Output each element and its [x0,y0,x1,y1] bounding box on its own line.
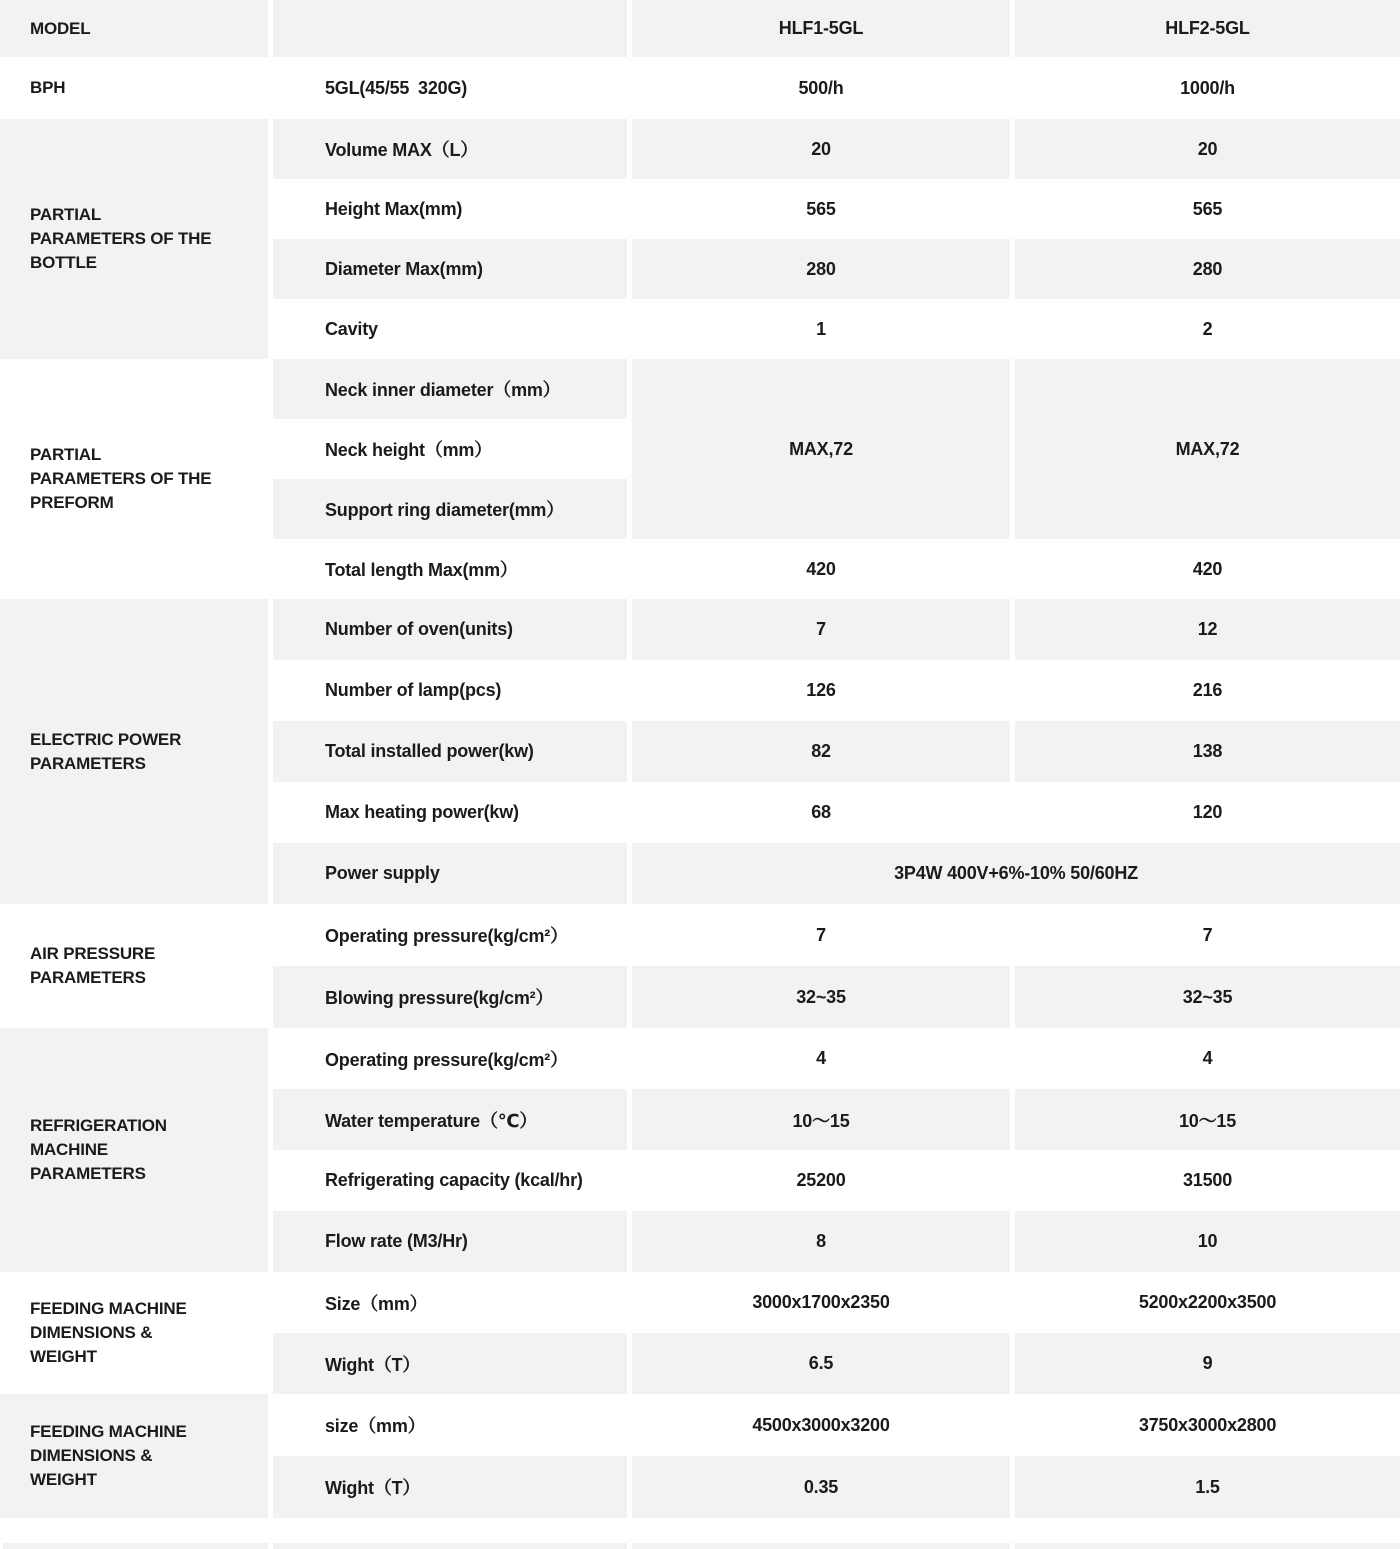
value-cell-hlf1: 8 [632,1211,1010,1272]
param-label-cell: Wight（T） [273,1456,627,1518]
next-row-sliver [3,1543,268,1549]
next-row-sliver [273,1543,627,1549]
param-label-cell: Support ring diameter(mm） [273,479,627,539]
power-supply-value-cell: 3P4W 400V+6%-10% 50/60HZ [632,843,1400,904]
section-title-cell: AIR PRESSURE PARAMETERS [0,904,268,1028]
param-label-cell: Operating pressure(kg/cm²） [273,1028,627,1089]
value-cell-hlf1: 25200 [632,1150,1010,1211]
value-cell-hlf1: 420 [632,539,1010,599]
value-cell-hlf2: 9 [1015,1333,1400,1394]
param-label-cell: Volume MAX（L） [273,119,627,179]
param-label-cell: Flow rate (M3/Hr) [273,1211,627,1272]
merged-value-cell-hlf1: MAX,72 [632,359,1010,539]
section-feeding-2 [0,1394,1400,1518]
param-label-cell: Power supply [273,843,627,904]
section-preform [0,359,1400,599]
section-electric [0,599,1400,904]
param-label-cell: Refrigerating capacity (kcal/hr) [273,1150,627,1211]
value-cell-hlf1: 280 [632,239,1010,299]
value-cell-hlf2: 10 [1015,1211,1400,1272]
value-cell-hlf2: 7 [1015,904,1400,966]
value-cell-hlf2: 1.5 [1015,1456,1400,1518]
value-cell-hlf2: 280 [1015,239,1400,299]
param-label-cell: Size（mm） [273,1272,627,1333]
section-refrigeration [0,1028,1400,1272]
value-cell-hlf1: 68 [632,782,1010,843]
value-cell-hlf1: 4 [632,1028,1010,1089]
param-label-cell: Blowing pressure(kg/cm²） [273,966,627,1028]
value-cell-hlf1: 20 [632,119,1010,179]
bph-spec-cell: 5GL(45/55 320G) [273,57,627,119]
section-title-cell: ELECTRIC POWER PARAMETERS [0,599,268,904]
value-cell-hlf2: 32~35 [1015,966,1400,1028]
value-cell-hlf1: 32~35 [632,966,1010,1028]
param-label-cell: Total installed power(kw) [273,721,627,782]
section-title-cell: FEEDING MACHINE DIMENSIONS & WEIGHT [0,1272,268,1394]
next-row-sliver [1015,1543,1400,1549]
param-label-cell: Operating pressure(kg/cm²） [273,904,627,966]
section-title-cell: FEEDING MACHINE DIMENSIONS & WEIGHT [0,1394,268,1518]
value-cell-hlf1: 6.5 [632,1333,1010,1394]
value-cell-hlf2: 31500 [1015,1150,1400,1211]
section-title-cell: PARTIAL PARAMETERS OF THE PREFORM [0,359,268,599]
section-bottle [0,119,1400,359]
model-header-cell: MODEL [0,0,268,57]
value-cell-hlf1: 126 [632,660,1010,721]
bph-value-hlf1: 500/h [632,57,1010,119]
value-cell-hlf2: 420 [1015,539,1400,599]
value-cell-hlf1: 4500x3000x3200 [632,1394,1010,1456]
value-cell-hlf1: 82 [632,721,1010,782]
merged-value-cell-hlf2: MAX,72 [1015,359,1400,539]
value-cell-hlf2: 138 [1015,721,1400,782]
param-label-cell: Cavity [273,299,627,359]
value-cell-hlf1: 10～15 [632,1089,1010,1150]
value-cell-hlf1: 0.35 [632,1456,1010,1518]
section-feeding-1 [0,1272,1400,1394]
next-row-sliver [632,1543,1010,1549]
value-cell-hlf2: 2 [1015,299,1400,359]
param-label-cell: Total length Max(mm） [273,539,627,599]
section-title-cell: REFRIGERATION MACHINE PARAMETERS [0,1028,268,1272]
value-cell-hlf2: 4 [1015,1028,1400,1089]
param-label-cell: Neck inner diameter（mm） [273,359,627,419]
value-cell-hlf2: 10～15 [1015,1089,1400,1150]
param-label-cell: Diameter Max(mm) [273,239,627,299]
footer-band [0,1518,1400,1549]
value-cell-hlf2: 216 [1015,660,1400,721]
spacer-row [0,1518,1400,1543]
value-cell-hlf2: 12 [1015,599,1400,660]
param-label-cell: Water temperature（℃） [273,1089,627,1150]
column-header-hlf1: HLF1-5GL [632,0,1010,57]
param-label-cell: Neck height（mm） [273,419,627,479]
value-cell-hlf1: 1 [632,299,1010,359]
value-cell-hlf2: 5200x2200x3500 [1015,1272,1400,1333]
value-cell-hlf2: 3750x3000x2800 [1015,1394,1400,1456]
value-cell-hlf2: 20 [1015,119,1400,179]
bph-label-cell: BPH [0,57,268,119]
empty-header-cell [273,0,627,57]
param-label-cell: Wight（T） [273,1333,627,1394]
param-label-cell: Max heating power(kw) [273,782,627,843]
param-label-cell: Height Max(mm) [273,179,627,239]
value-cell-hlf1: 7 [632,599,1010,660]
section-title-cell: PARTIAL PARAMETERS OF THE BOTTLE [0,119,268,359]
param-label-cell: Number of oven(units) [273,599,627,660]
header-band [0,0,1400,119]
value-cell-hlf2: 565 [1015,179,1400,239]
section-air-pressure [0,904,1400,1028]
value-cell-hlf1: 7 [632,904,1010,966]
value-cell-hlf1: 565 [632,179,1010,239]
value-cell-hlf1: 3000x1700x2350 [632,1272,1010,1333]
column-header-hlf2: HLF2-5GL [1015,0,1400,57]
param-label-cell: size（mm） [273,1394,627,1456]
bph-value-hlf2: 1000/h [1015,57,1400,119]
param-label-cell: Number of lamp(pcs) [273,660,627,721]
value-cell-hlf2: 120 [1015,782,1400,843]
